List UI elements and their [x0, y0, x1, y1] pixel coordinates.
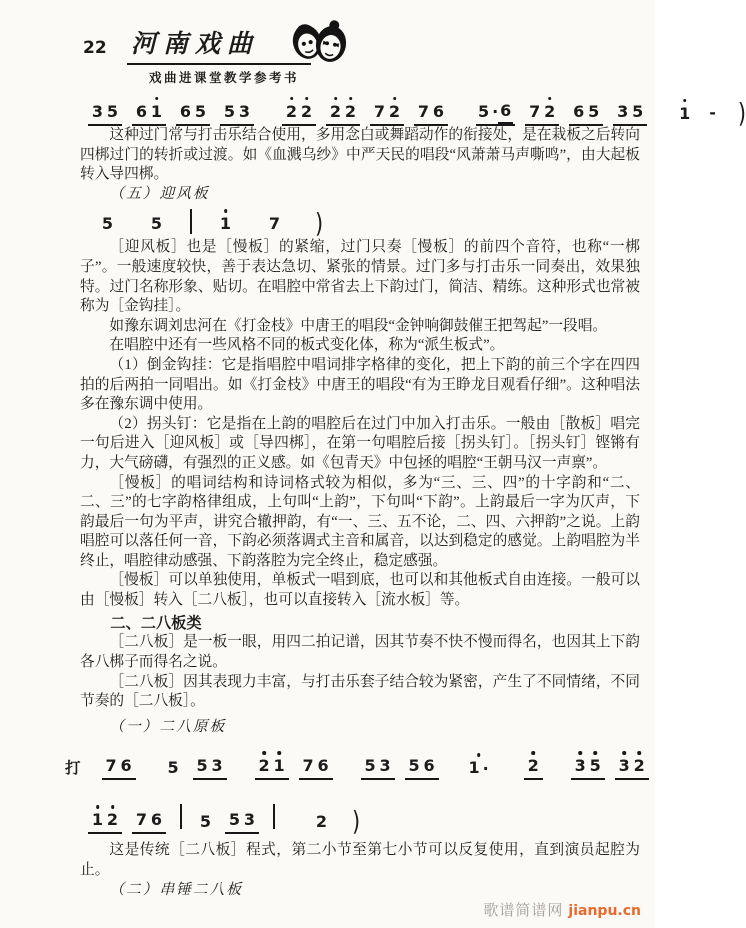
note-digit: 5	[101, 213, 114, 233]
close-paren: )	[315, 209, 324, 240]
note-digit: 6	[432, 101, 445, 121]
octave-dot	[578, 751, 582, 755]
jianpu-note	[90, 103, 105, 122]
jianpu-note	[100, 215, 115, 234]
paragraph-daojingouggua: （1）倒金钩挂：它是指唱腔中唱词排字格律的变化，把上下韵的前三个字在四四拍的后两拍一同唱出。如《打金枝》中唐王的唱段“有为王睁龙目观看仔细”。这种唱法多在豫东调中使用。	[80, 356, 640, 413]
jianpu-note	[267, 215, 282, 234]
note-digit: 5	[106, 101, 119, 121]
note-digit: 2	[344, 101, 357, 121]
note-digit: 2	[106, 810, 119, 830]
site-name: 歌谱简谱网	[483, 903, 564, 919]
heading-yingfengban: （五）迎风板	[109, 185, 210, 202]
note-digit: 5	[194, 101, 207, 121]
jianpu-line-1	[83, 92, 746, 129]
octave-dot	[548, 97, 552, 101]
note-group	[615, 757, 649, 780]
note-digit: 1	[679, 103, 691, 123]
note-group	[299, 757, 333, 780]
jianpu-note	[431, 103, 446, 122]
jianpu-note	[378, 757, 393, 776]
note-digit: 7	[105, 756, 117, 776]
jianpu-note	[469, 759, 489, 778]
page-number: 22	[83, 38, 107, 58]
jianpu-note	[149, 811, 164, 830]
note-group	[370, 103, 404, 126]
note-digit: 5	[167, 758, 179, 778]
jianpu-line-4	[83, 798, 640, 838]
octave-dot	[622, 751, 626, 755]
note-group	[98, 215, 117, 236]
jianpu-note	[198, 813, 213, 832]
paragraph-paisheng: 在唱腔中还有一些风格不同的板式变化体，称为“派生板式”。	[109, 337, 505, 354]
dash-note: -	[709, 103, 716, 123]
heading-erbayuanban: （一）二八原板	[109, 718, 227, 735]
jianpu-note	[573, 757, 588, 776]
jianpu-note	[586, 103, 601, 122]
note-digit: 2	[388, 101, 401, 121]
note-digit: 5	[364, 756, 376, 776]
note-digit: 6	[135, 101, 148, 121]
jianpu-note	[498, 102, 513, 124]
paragraph-erbaban-expr: ［二八板］因其表现力丰富，与打击乐套子结合较为紧密，产生了不同情绪，不同节奏的［二八板］。	[80, 673, 640, 710]
heading-chuanchui: （二）串锤二八板	[109, 881, 243, 898]
paragraph-guomen: 这种过门常与打击乐结合使用，多用念白或舞蹈动作的衔接处，是在栽板之后转向四梆过门的转折或过渡。如《血溅乌纱》中严天民的唱段“风萧萧马声嘶鸣”，由大起板转入导四梆。	[80, 127, 640, 183]
jianpu-note	[149, 103, 164, 122]
heading-erbaban-class: 二、二八板类	[110, 614, 202, 632]
jianpu-line-2	[83, 206, 640, 240]
note-group	[216, 215, 235, 236]
note-digit: 5	[223, 101, 236, 121]
note-digit: 5	[632, 101, 644, 121]
note-group	[164, 759, 183, 780]
note-group	[361, 757, 395, 780]
octave-dot	[393, 97, 397, 101]
octave-dot	[305, 97, 309, 101]
jianpu-note	[527, 103, 542, 122]
note-digit: 1	[219, 213, 232, 233]
note-group	[220, 103, 254, 126]
note-group	[102, 757, 136, 780]
note-digit: 1	[273, 756, 285, 776]
jianpu-note	[178, 103, 193, 122]
note-digit: 6	[500, 100, 512, 120]
jianpu-note	[195, 757, 210, 776]
jianpu-note	[416, 103, 431, 122]
note-digit: 6	[573, 101, 585, 121]
jianpu-note	[237, 103, 252, 122]
octave-dot	[349, 97, 353, 101]
note-group	[196, 813, 215, 834]
note-digit: 5	[588, 101, 600, 121]
note-digit: 3	[617, 101, 629, 121]
note-group	[88, 811, 122, 834]
page-header	[80, 0, 640, 85]
octave-dot	[593, 751, 597, 755]
paragraph-yudongdiao: 如豫东调刘忠河在《打金枝》中唐王的唱段“金钟响御鼓催王把驾起”一段唱。	[109, 317, 608, 334]
jianpu-note	[328, 103, 343, 122]
jianpu-note	[284, 103, 299, 122]
note-digit: 7	[529, 101, 541, 121]
octave-dot	[290, 97, 294, 101]
jianpu-note	[227, 811, 242, 830]
octave-dot	[637, 751, 641, 755]
note-digit: 3	[243, 810, 256, 830]
note-digit: 7	[268, 213, 281, 233]
note-group	[265, 215, 284, 236]
jianpu-note	[149, 215, 164, 234]
jianpu-note	[363, 757, 378, 776]
note-group	[569, 103, 603, 126]
note-digit: 2	[329, 101, 342, 121]
note-digit: 6	[150, 810, 163, 830]
note-digit: 1	[91, 810, 104, 830]
note-digit: 7	[417, 101, 430, 121]
jianpu-note	[372, 103, 387, 122]
note-digit: 3	[238, 101, 251, 121]
octave-dot	[334, 97, 338, 101]
note-digit: 5	[196, 756, 208, 776]
paragraph-chengshi: 这是传统［二八板］程式，第二小节至第七小节可以反复使用，直到演员起腔为止。	[80, 842, 640, 879]
note-group	[326, 103, 360, 126]
note-group	[405, 757, 439, 780]
note-group	[525, 103, 559, 126]
augmentation-dot: ·	[482, 758, 489, 778]
jianpu-line-3	[65, 744, 645, 780]
jianpu-note	[210, 757, 225, 776]
jianpu-note	[422, 757, 437, 776]
jianpu-note	[218, 215, 233, 234]
jianpu-note	[193, 103, 208, 122]
octave-dot	[262, 751, 266, 755]
paragraph-guaitouding: （2）拐头钉：它是指在上韵的唱腔后在过门中加入打击乐。一般由［散板］唱完一句后进入［迎风板］或［导四梆］，在第一句唱腔后接［拐头钉］。［拐头钉］铿锵有力，大气磅礴，有强烈的正义感。如《包青天》中包拯的唱腔“王朝马汉一声禀”。	[80, 415, 640, 471]
octave-dot	[477, 753, 481, 757]
jianpu-note	[542, 103, 557, 122]
note-digit: 5	[228, 810, 241, 830]
note-digit: 3	[91, 101, 104, 121]
note-digit: 2	[258, 756, 270, 776]
book-title: 河南戏曲	[127, 24, 311, 65]
note-digit: 3	[211, 756, 223, 776]
jianpu-note	[90, 811, 105, 830]
title-block	[127, 24, 311, 85]
jianpu-note	[299, 103, 314, 122]
opera-masks-icon	[285, 12, 355, 74]
note-digit: 5	[150, 213, 163, 233]
note-digit: 7	[135, 810, 148, 830]
jianpu-note	[571, 103, 586, 122]
barline	[273, 804, 275, 829]
paragraph-manban-usage: ［慢板］可以单独使用，单板式一唱到底，也可以和其他板式自由连接。一般可以由［慢板］转入［二八板］，也可以直接转入［流水板］等。	[80, 572, 640, 609]
jianpu-note	[242, 811, 257, 830]
note-group	[312, 813, 331, 834]
note-digit: 7	[302, 756, 314, 776]
note-group	[476, 102, 515, 126]
note-digit: 3	[618, 756, 630, 776]
octave-dot	[683, 99, 687, 103]
jianpu-note	[316, 757, 331, 776]
paragraph-yingfengban: ［迎风板］也是［慢板］的紧缩，过门只奏［慢板］的前四个音符，也称“一梆子”。一般速度较快，善于表达急切、紧张的情景。过门多与打击乐一同奏出，效果独特。过门名称形象、贴切。在唱腔中常省去上下韵过门，简洁、精练。这种形式也常被称为［金钩挂］。	[80, 239, 640, 315]
note-group	[571, 757, 605, 780]
octave-dot	[96, 805, 100, 809]
note-digit: 2	[527, 756, 539, 776]
close-paren: )	[352, 807, 361, 838]
note-group	[132, 811, 166, 834]
octave-dot	[224, 209, 228, 213]
jianpu-note	[166, 759, 181, 778]
note-digit: 6	[423, 756, 435, 776]
jianpu-note	[134, 103, 149, 122]
jianpu-note	[257, 757, 272, 776]
jianpu-note	[104, 757, 119, 776]
note-group	[88, 103, 122, 126]
jianpu-note	[222, 103, 237, 122]
jianpu-note	[617, 757, 632, 776]
jianpu-note	[272, 757, 287, 776]
close-paren: )	[737, 98, 746, 129]
note-digit: 1	[150, 101, 163, 121]
note-digit: 5	[199, 812, 212, 832]
note-group	[613, 103, 647, 126]
note-digit: 2	[544, 101, 556, 121]
jianpu-note	[526, 757, 541, 776]
jianpu-note	[119, 757, 134, 776]
paragraph-manban-structure: ［慢板］的唱词结构和诗词格式较为相似，多为“三、三、四”的十字韵和“二、二、三”的七字韵格律组成，上句叫“上韵”，下句叫“下韵”。上韵最后一字为仄声，下韵最后一句为平声，讲究合辙押韵，有“一、三、五不论，二、四、六押韵”之说。上韵唱腔可以落任何一音，下韵必须落调式主音和属音，以达到稳定的感觉。上韵唱腔为半终止，唱腔律动感强、下韵落腔为完全终止，稳定感强。	[80, 474, 640, 569]
note-digit: 3	[379, 756, 391, 776]
note-group	[414, 103, 448, 126]
jianpu-note	[677, 105, 692, 124]
note-digit: 6	[179, 101, 192, 121]
note-digit: 2	[315, 812, 328, 832]
jianpu-note	[407, 757, 422, 776]
note-digit: 3	[574, 756, 586, 776]
site-url-link[interactable]: jianpu.cn	[568, 903, 641, 919]
paragraph-erbaban-def: ［二八板］是一板一眼，用四二拍记谱，因其节奏不快不慢而得名，也因其上下韵各八梆子而得名之说。	[80, 634, 640, 671]
book-subtitle: 戏曲进课堂教学参考书	[149, 71, 300, 85]
barline	[180, 804, 182, 829]
footer-watermark	[483, 899, 641, 920]
octave-dot	[277, 751, 281, 755]
note-digit: 2	[285, 101, 298, 121]
note-digit: 2	[633, 756, 645, 776]
note-group	[147, 215, 166, 236]
octave-dot	[531, 751, 535, 755]
jianpu-note	[105, 811, 120, 830]
note-group	[132, 103, 166, 126]
note-group	[675, 105, 694, 126]
note-digit: 5	[408, 756, 420, 776]
note-digit: 2	[300, 101, 313, 121]
jianpu-note	[105, 103, 120, 122]
jianpu-note	[615, 103, 630, 122]
jianpu-note	[630, 103, 645, 122]
jianpu-note	[632, 757, 647, 776]
jianpu-note	[134, 811, 149, 830]
augmentation-dot: ·	[492, 102, 499, 122]
jianpu-note	[478, 102, 498, 122]
note-group	[255, 757, 289, 780]
note-group	[176, 103, 210, 126]
jianpu-note	[301, 757, 316, 776]
barline	[190, 209, 192, 234]
note-group	[467, 759, 491, 780]
note-digit: 7	[373, 101, 386, 121]
jianpu-note	[387, 103, 402, 122]
note-digit: 6	[317, 756, 329, 776]
jianpu-prefix: 打	[65, 760, 81, 778]
jianpu-note	[588, 757, 603, 776]
note-digit: 1	[468, 758, 480, 778]
note-group	[225, 811, 259, 834]
note-digit: 5	[589, 756, 601, 776]
octave-dot	[111, 805, 115, 809]
note-digit: 5	[478, 101, 490, 121]
note-group	[193, 757, 227, 780]
note-group	[524, 757, 543, 780]
note-digit: 6	[120, 756, 132, 776]
jianpu-note	[343, 103, 358, 122]
jianpu-note	[314, 813, 329, 832]
octave-dot	[155, 97, 159, 101]
note-group	[282, 103, 316, 126]
